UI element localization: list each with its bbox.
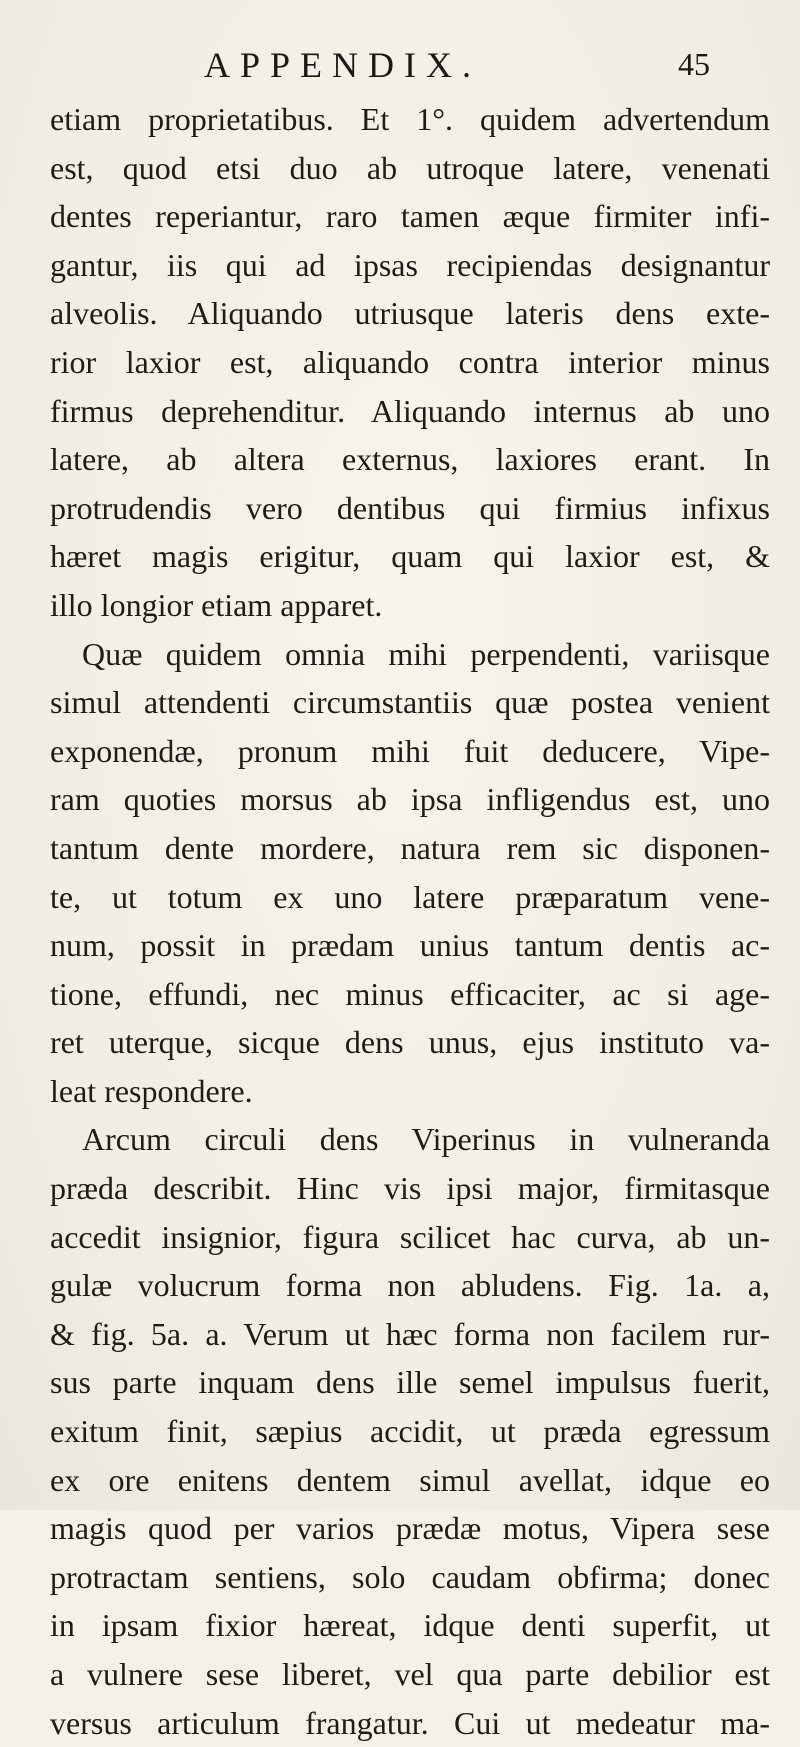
text-line: ex ore enitens dentem simul avellat, idque eo [50,1461,770,1498]
text-line: præda describit. Hinc vis ipsi major, firmitasque [50,1170,770,1207]
body-text [50,95,770,1747]
text-line: num, possit in prædam unius tantum dentis ac- [50,927,770,964]
text-line: in ipsam fixior hæreat, idque denti superfit, ut [50,1607,770,1644]
text-line: tantum dente mordere, natura rem sic disponen- [50,829,770,866]
text-line: te, ut totum ex uno latere præparatum vene- [50,878,770,915]
text-line: protractam sentiens, solo caudam obfirma; donec [50,1558,770,1595]
running-title: APPENDIX. [204,45,482,85]
text-line: a vulnere sese liberet, vel qua parte debilior est [50,1656,770,1692]
text-line: gantur, iis qui ad ipsas recipiendas designantur [50,246,770,283]
text-line: leat respondere. [50,1072,253,1109]
text-line: illo longior etiam apparet. [50,586,383,623]
text-line: tione, effundi, nec minus efficaciter, ac si age- [50,975,770,1012]
text-line: etiam proprietatibus. Et 1°. quidem advertendum [50,101,770,137]
text-line: Arcum circuli dens Viperinus in vulneranda [82,1121,770,1158]
text-line: versus articulum frangatur. Cui ut medeatur ma- [50,1704,770,1741]
text-line: firmus deprehenditur. Aliquando internus ab uno [50,392,770,429]
text-line: exponendæ, pronum mihi fuit deducere, Vipe- [50,732,770,769]
text-line: simul attendenti circumstantiis quæ postea venient [50,684,770,721]
text-line: ret uterque, sicque dens unus, ejus instituto va- [50,1024,770,1061]
text-line: exitum finit, sæpius accidit, ut præda egressum [50,1413,770,1450]
text-line: dentes reperiantur, raro tamen æque firmiter infi- [50,198,770,235]
page-header [150,44,710,90]
text-line: est, quod etsi duo ab utroque latere, venenati [50,149,770,186]
text-line: protrudendis vero dentibus qui firmius infixus [50,489,770,526]
text-line: Quæ quidem omnia mihi perpendenti, variisque [82,635,770,672]
text-line: alveolis. Aliquando utriusque lateris dens exte- [50,295,770,332]
text-line: sus parte inquam dens ille semel impulsus fuerit, [50,1364,770,1401]
page-number: 45 [678,46,710,82]
text-line: magis quod per varios prædæ motus, Vipera sese [50,1510,770,1547]
text-line: latere, ab altera externus, laxiores erant. In [50,441,770,478]
text-line: rior laxior est, aliquando contra interior minus [50,343,770,380]
text-line: accedit insignior, figura scilicet hac curva, ab un- [50,1218,770,1255]
text-line: ram quoties morsus ab ipsa infligendus est, uno [50,781,770,818]
text-line: gulæ volucrum forma non abludens. Fig. 1a. a, [50,1267,770,1304]
text-line: & fig. 5a. a. Verum ut hæc forma non facilem rur- [50,1315,770,1352]
text-line: hæret magis erigitur, quam qui laxior est, & [50,538,770,575]
